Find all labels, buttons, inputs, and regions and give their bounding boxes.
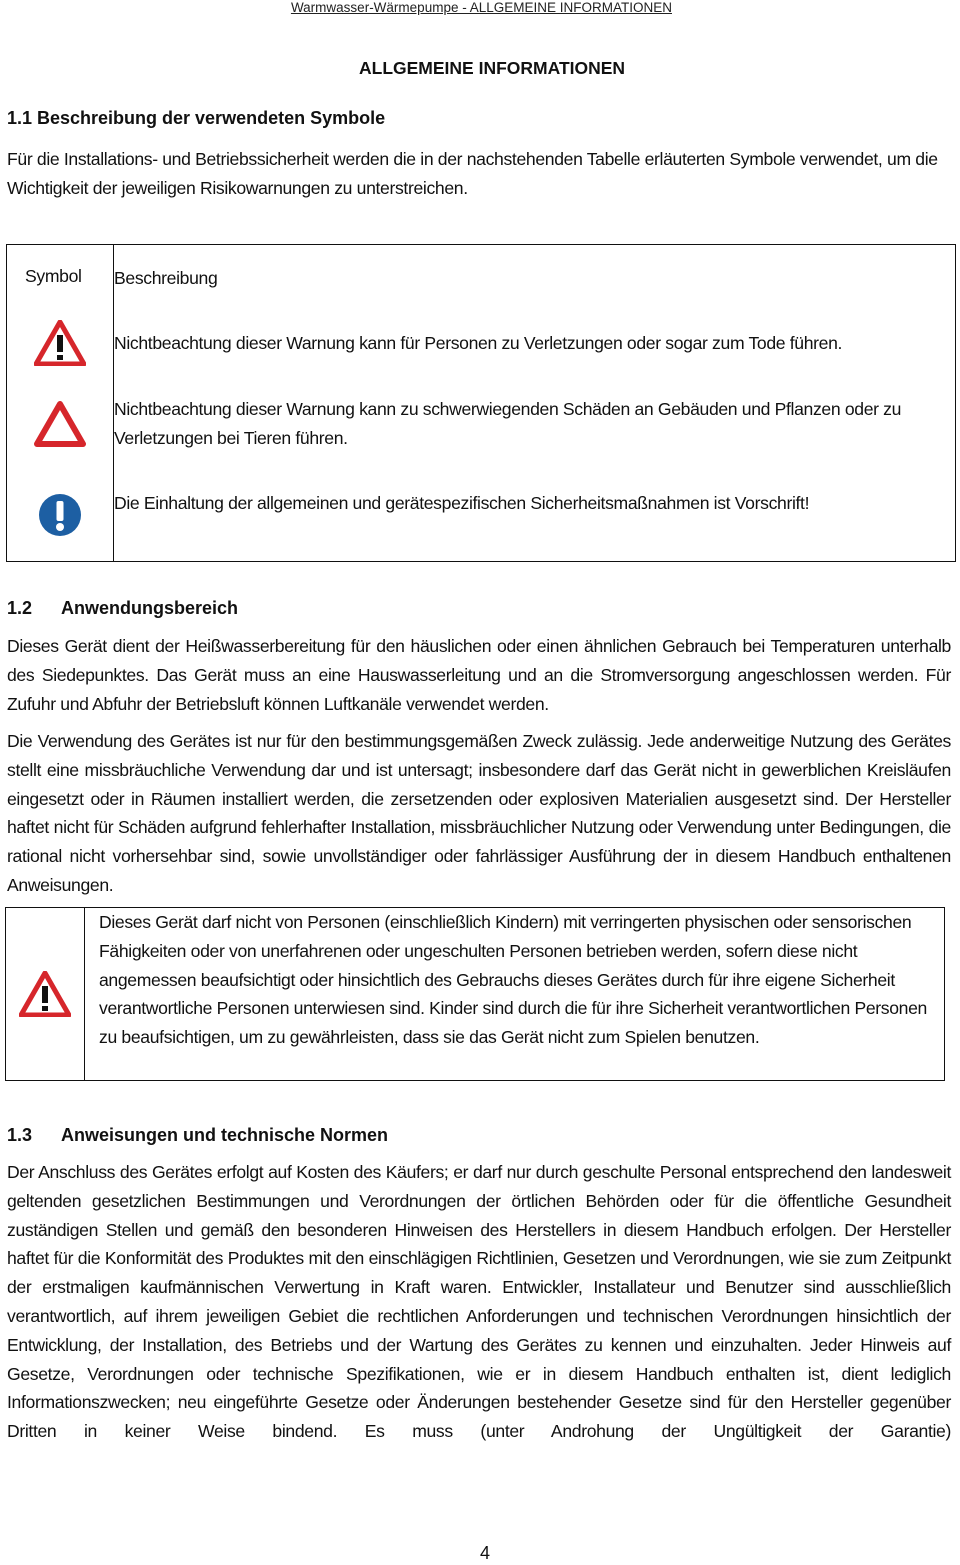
- section-heading-1-3: [7, 1125, 388, 1146]
- note-icon-cell: [6, 908, 85, 1080]
- intro-paragraph: Für die Installations- und Betriebssicherheit werden die in der nachstehenden Tabelle erläuterten Symbole verwendet, um die Wichtigkeit der jeweiligen Risikowarnungen zu unterstreichen.: [7, 149, 938, 198]
- safety-note-box: [5, 907, 945, 1081]
- section-title: Anwendungsbereich: [61, 598, 239, 618]
- mandatory-exclamation-icon: [38, 493, 82, 537]
- symbol-cell: [7, 308, 114, 377]
- column-header-symbol: Symbol: [7, 245, 114, 309]
- chapter-title: ALLGEMEINE INFORMATIONEN: [359, 58, 626, 78]
- symbol-cell: [7, 470, 114, 562]
- symbol-table: [6, 244, 956, 562]
- symbol-cell: [7, 378, 114, 470]
- table-row: [7, 308, 956, 377]
- application-paragraph-1: Dieses Gerät dient der Heißwasserbereitung für den häuslichen oder einen ähnlichen Gebrauch bei Temperaturen unterhalb des Siedepunktes. Das Gerät muss an eine Hauswasserleitung und an die Stromversorgung angeschlossen werden. Für Zufuhr und Abfuhr der Betriebsluft können Luftkanäle verwendet werden.: [7, 636, 951, 714]
- column-header-description: Beschreibung: [114, 268, 218, 289]
- application-paragraph-2: Die Verwendung des Gerätes ist nur für den bestimmungsgemäßen Zweck zulässig. Jede anderweitige Nutzung des Gerätes stellt eine missbräuchliche Verwendung dar und ist untersagt; insbesondere darf das Gerät nicht in gewerblichen Kreisläufen eingesetzt oder in Räumen installiert werden, die zersetzenden oder explosiven Materialien ausgesetzt sind. Der Hersteller haftet nicht für Schäden aufgrund fehlerhafter Installation, missbräuchlicher Nutzung oder Verwendung unter Bedingungen, die rational nicht vorhersehbar sind, sowie unvollständiger oder fahrlässiger Ausführung der in diesem Handbuch enthaltenen Anweisungen.: [7, 731, 951, 895]
- table-row: [7, 378, 956, 470]
- warning-exclamation-icon: [19, 971, 71, 1017]
- warning-triangle-icon: [34, 401, 86, 447]
- section-number: 1.3: [7, 1125, 33, 1145]
- description-cell: Nichtbeachtung dieser Warnung kann zu schwerwiegenden Schäden an Gebäuden und Pflanzen oder zu Verletzungen bei Tieren führen.: [114, 398, 902, 448]
- description-cell: Die Einhaltung der allgemeinen und gerätespezifischen Sicherheitsmaßnahmen ist Vorschrift!: [114, 492, 810, 513]
- section-number: 1.2: [7, 598, 33, 618]
- running-header: Warmwasser-Wärmepumpe - ALLGEMEINE INFORMATIONEN: [290, 0, 672, 15]
- section-heading-1-2: [7, 598, 238, 619]
- page-number: 4: [479, 1543, 490, 1563]
- table-header-row: [7, 245, 956, 309]
- safety-note-text: Dieses Gerät darf nicht von Personen (einschließlich Kindern) mit verringerten physischen oder sensorischen Fähigkeiten oder von unerfahrenen oder ungeschulten Personen betrieben werden, sofern diese nicht angemessen beaufsichtigt oder hinsichtlich des Gebrauchs dieses Gerätes durch für ihre eigene Sicherheit verantwortliche Personen unterwiesen sind. Kinder sind durch die für ihre Sicherheit verantwortlichen Personen zu beaufsichtigen, um zu gewährleisten, dass sie das Gerät nicht zum Spielen benutzen.: [99, 912, 927, 1048]
- section-number: 1.1: [7, 108, 33, 128]
- description-cell: Nichtbeachtung dieser Warnung kann für Personen zu Verletzungen oder sogar zum Tode führen.: [114, 332, 843, 353]
- section-title: Anweisungen und technische Normen: [61, 1125, 389, 1145]
- section-title: Beschreibung der verwendeten Symbole: [37, 108, 386, 128]
- table-row: [7, 470, 956, 562]
- standards-paragraph: Der Anschluss des Gerätes erfolgt auf Kosten des Käufers; er darf nur durch geschulte Personal entsprechend den landesweit geltenden gesetzlichen Bestimmungen und Verordnungen der örtlichen Behörden oder für die öffentliche Gesundheit zuständigen Stellen und gemäß den besonderen Hinweisen des Herstellers in diesem Handbuch erfolgen. Der Hersteller haftet für die Konformität des Produktes mit den einschlägigen Richtlinien, Gesetzen und Verordnungen, wie sie zum Zeitpunkt der erstmaligen kaufmännischen Verwertung in Kraft waren. Entwickler, Installateur und Benutzer sind ausschließlich verantwortlich, auf ihrem jeweiligen Gebiet die rechtlichen Anforderungen und technischen Verordnungen hinsichtlich der Entwicklung, der Installation, des Betriebs und der Wartung des Gerätes zu kennen und einzuhalten. Jeder Hinweis auf Gesetze, Verordnungen oder technische Spezifikationen, wie er in diesem Handbuch enthalten ist, dient lediglich Informationszwecken; neu eingeführte Gesetze oder Änderungen bestehender Gesetze sind für den Hersteller gegenüber Dritten in keiner Weise bindend. Es muss (unter Androhung der Ungültigkeit der Garantie): [7, 1162, 951, 1442]
- warning-exclamation-icon: [34, 320, 86, 366]
- section-heading-1-1: [7, 108, 385, 129]
